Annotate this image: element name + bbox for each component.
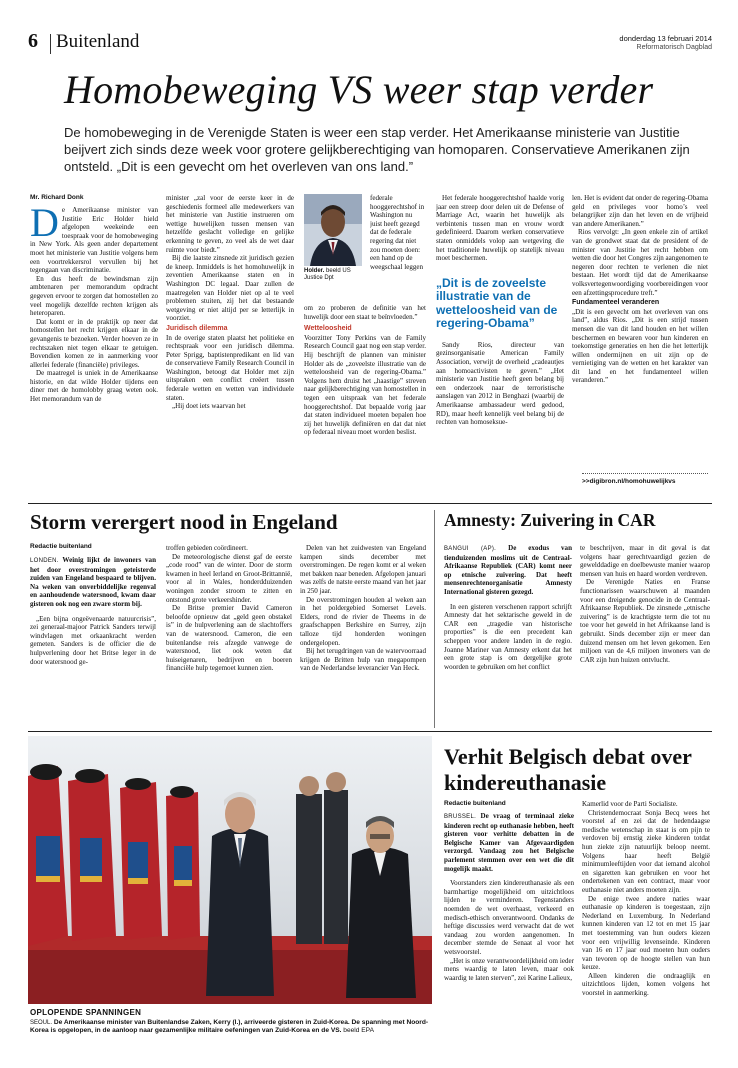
belgium-column-1 bbox=[444, 812, 574, 1062]
storm-paragraph: Delen van het zuidwesten van Engeland kampen sinds december met overstromingen. De regen komt er al weken met bakken naar beneden. Afgelopen januari was zelfs de natste eerste maand van het jaar in 250 jaar. bbox=[300, 544, 426, 595]
header-paper: Reformatorisch Dagblad bbox=[636, 44, 712, 51]
caption-name: Holder. bbox=[304, 268, 325, 274]
lead-paragraph: om zo proberen de definitie van het huwelijk door een staat te beïnvloeden.” bbox=[304, 304, 426, 321]
belgium-headline: Verhit Belgisch debat over kindereuthanasie bbox=[444, 744, 692, 795]
lead-column-3-top bbox=[370, 194, 426, 304]
caption-text: De Amerikaanse minister van Buitenlandse Zaken, Kerry (l.), arriveerde gisteren in Zuid-Korea. De spanning met Noord-Korea is opgelopen, in de aanloop naar gezamenlijke militaire oefeningen van Zuid-Korea en de VS. bbox=[30, 1019, 429, 1035]
link-divider bbox=[582, 473, 708, 474]
amnesty-paragraph: te beschrijven, maar in dit geval is dat volgens haar gerechtvaardigd gezien de gewelddadige en doelbewuste manier waarop mensen van huis en haard worden verdreven. bbox=[580, 544, 710, 578]
belgium-dateline: BRUSSEL. bbox=[444, 814, 477, 820]
lead-paragraph: „Dit is een gevecht om het overleven van ons land”, aldus Rios. „Dit is een strijd tussen mensen die van dit land houden en het willen beschermen en bewaren voor hun kinderen en toekomstige generaties en hen die het letterlijk willen ondermijnen en uit zijn op de vernietiging van de wetten en het karakter van dit land en het fundamenteel willen veranderen.” bbox=[572, 307, 708, 385]
storm-paragraph: De Britse premier David Cameron beloofde opnieuw dat „geld geen obstakel is” in de hulpverlening aan de slachtoffers van de watersnood. Cameron, die een buitenlandse reis afzegde vanwege de watersnood, liet ook weten dat huiseigenaren, bedrijven en boeren financiële hulp tegemoet kunnen zien. bbox=[166, 604, 292, 673]
lead-paragraph: Voorzitter Tony Perkins van de Family Research Council gaat nog een stap verder. Hij beschrijft de plannen van minister Holder als de „zoveelste illustratie van de wetteloosheid van de regering-Obama.” Volgens hem druist het „haastige” streven naar gelijkberechtiging van homostellen in tegen een uitspraak van het federale hooggerechtshof. Dat bepaalde vorig jaar dat staten individueel moeten bepalen hoe zij het huwelijk definiëren en dat dat niet op federaal niveau moet worden beslist. bbox=[304, 333, 426, 437]
lead-paragraph: „Hij doet iets waarvan het bbox=[172, 402, 246, 411]
belgium-paragraph: Alleen kinderen die ondraaglijk en uitzichtloos lijden, komen volgens het voorstel in aanmerking. bbox=[582, 971, 710, 998]
storm-paragraph: troffen gebieden coördineert. bbox=[166, 544, 248, 552]
section-title: Buitenland bbox=[56, 31, 140, 52]
holder-photo bbox=[304, 194, 362, 266]
amnesty-column-2 bbox=[580, 544, 710, 726]
storm-paragraph: „Een bijna ongeëvenaarde natuurcrisis”, zei generaal-majoor Patrick Sanders terwijl windvlagen met orkaankracht werden gemeten. Sanders is de officier die de hulpverlening door het Britse leger in de door watersnood ge- bbox=[30, 614, 156, 666]
belgium-paragraph: Kamerlid voor de Parti Socialiste. bbox=[582, 800, 678, 808]
section-rule bbox=[28, 731, 712, 732]
page-number: 6 bbox=[28, 30, 38, 52]
header-divider bbox=[50, 34, 51, 54]
storm-paragraph: Bij het terugdringen van de watervoorraad krijgen de Britten hulp van megapompen van de Nederlandse leverancier Van Heck. bbox=[300, 647, 426, 673]
lead-paragraph: len. Het is evident dat onder de regering-Obama geld en privileges voor homo’s veel belangrijker zijn dan het leven en de vrijheid van andere Amerikanen.” bbox=[572, 194, 708, 228]
lead-headline: Homobeweging VS weer stap verder bbox=[64, 67, 654, 112]
kerry-photo bbox=[28, 736, 432, 1004]
lead-paragraph: Sandy Rios, directeur van gezinsorganisatie American Family Association, verwijt de overheid „cadeautjes aan homoactivisten te geven.” „Het ministerie van Justitie heeft geen belang bij een onderzoek naar de terroristische aanslagen van 2012 in Benghazi (waarbij de Amerikaanse ambassadeur werd gedood, RD), maar heeft kennelijk veel belang bij de rechten van homoseksue- bbox=[436, 340, 564, 427]
lead-byline: Mr. Richard Donk bbox=[30, 194, 84, 201]
lead-paragraph: Het federale hooggerechtshof haalde vorig jaar een streep door delen uit de Defense of Marriage Act, waarin het huwelijk als verbintenis tussen man en vrouw wordt gedefinieerd. Daarom werken conservatieve staten onmiddels volop aan wetgeving die het traditionele huwelijk op statelijk niveau moet beschermen. bbox=[436, 194, 564, 263]
storm-dateline: LONDEN. bbox=[30, 558, 59, 564]
lead-paragraph: Bij die laatste zinsnede zit juridisch gezien de kneep. Inmiddels is het homohuwelijk in zeventien Amerikaanse staten en in Washington DC legaal. Daar zullen de maatregelen van Holder niet op al te veel problemen stuiten, zij het dat bestaande wetgeving er niet altijd per se letterlijk in voorziet. bbox=[166, 254, 294, 323]
dropcap: D bbox=[30, 206, 59, 245]
storm-paragraph: De overstromingen houden al weken aan in het poldergebied Somerset Levels. Elders, rond de rivier de Theems in de graafschappen Berkshire en Surrey, zijn talloze tijd honderden woningen ondergelopen. bbox=[300, 595, 426, 647]
lead-column-4 bbox=[436, 194, 564, 486]
holder-caption bbox=[304, 268, 364, 282]
digibron-link[interactable]: >>digibron.nl/homohuwelijkvs bbox=[582, 478, 676, 485]
storm-headline: Storm verergert nood in Engeland bbox=[30, 510, 338, 534]
belgium-column-2 bbox=[582, 800, 710, 1062]
lead-column-1 bbox=[30, 206, 158, 486]
lead-column-2 bbox=[166, 194, 294, 486]
section-rule bbox=[28, 503, 712, 504]
header-date: donderdag 13 februari 2014 bbox=[619, 34, 712, 43]
lead-paragraph: e Amerikaanse minister van Justitie Eric Holder hield afgelopen weekeinde een toespraak voor de homobeweging in New York. Als geen ander departement moet het ministerie van Justitie volgens hem een voortrekkersrol vervullen bij het tegengaan van discriminatie. bbox=[30, 206, 158, 275]
storm-column-1 bbox=[30, 556, 156, 726]
belgium-paragraph: „Het is onze verantwoordelijkheid om ieder mens waardig te laten leven, maar ook waardig te laten sterven”, zei Karine Lalieux, bbox=[444, 956, 574, 982]
storm-column-2 bbox=[166, 544, 292, 726]
caption-place: SEOUL. bbox=[30, 1020, 53, 1026]
amnesty-paragraph: In een gisteren verschenen rapport schrijft Amnesty dat het sektarische geweld in de CAR een „tragedie van historische proporties” is die een precedent kan scheppen voor andere landen in de regio. Joanne Mariner van Amnesty erkent dat het een grote stap is om dergelijke grote woorden te gebruiken om het conflict bbox=[444, 602, 572, 671]
belgium-paragraph: Voorstanders zien kindereuthanasie als een barmhartige mogelijkheid om uitzichtloos lijden te verminderen. Tegenstanders noemden de wet overhaast, verkeerd en medisch-ethisch onverantwoord. Ondanks de heftige discussies werd verwacht dat de wet vandaag zou worden aangenomen. In december stemde de Senaat al voor het wetsvoorstel. bbox=[444, 879, 574, 956]
pull-quote: „Dit is de zoveelste illustratie van de wetteloosheid van de regering-Obama” bbox=[436, 275, 558, 331]
amnesty-headline: Amnesty: Zuivering in CAR bbox=[444, 510, 656, 530]
subheading: Juridisch dilemma bbox=[166, 324, 228, 332]
belgium-paragraph: Christendemocraat Sonja Becq wees het voorstel af en zei dat de hedendaagse medische wetenschap in staat is om pijn te verdoven bij ernstig zieke kinderen totdat hun ziekte zijn natuurlijk beloop neemt. Volgens haar heeft België minimumleeftijden voor dat iemand alcohol en sigaretten kan gebruiken en voor het ondertekenen van een contract, maar voor euthanasie niet anders moeten zijn. bbox=[582, 808, 710, 894]
storm-byline: Redactie buitenland bbox=[30, 543, 92, 550]
caption-credit: beeld EPA bbox=[343, 1027, 374, 1035]
photo-caption bbox=[30, 1019, 434, 1036]
storm-lead: Weinig lijkt de inwoners van het door overstromingen geteisterde zuiden van Engeland bespaard te blijven. Na weken van onverbiddelijke regenval en aanhoudende watersnood, kwam daar gisteren ook nog een zware storm bij. bbox=[30, 556, 156, 608]
lead-intro: De homobeweging in de Verenigde Staten is weer een stap verder. Het Amerikaanse ministerie van Justitie beijvert zich sinds deze week voor grotere gelijkberechtiging van homoparen. Conservatieve Amerikanen zijn ontsteld. „Dit is een gevecht om het overleven van ons land.” bbox=[64, 125, 690, 174]
belgium-paragraph: De enige twee andere naties waar euthanasie op kinderen is toegestaan, zijn Nederland en Luxemburg. In Nederland kunnen kinderen van 12 tot en met 15 jaar met toestemming van hun ouders kiezen voor een vrijwillig levenseinde. Kinderen van 16 en 17 jaar oud moeten hun ouders van tevoren op de hoogte stellen van hun keuze. bbox=[582, 894, 710, 972]
lead-paragraph: Rios vervolgt: „In geen enkele zin of artikel van de grondwet staat dat de president of de minister van Justitie het recht hebben om wetten die door het Congres zijn aangenomen te negeren door rechten te verlenen die niet bestaan. Het wordt tijd dat de Amerikaanse volksvertegenwoordiging voorbereidingen voor een afzettingsprocedure treft.” bbox=[572, 228, 708, 297]
column-divider bbox=[434, 510, 435, 728]
belgium-byline: Redactie buitenland bbox=[444, 800, 506, 807]
storm-column-3 bbox=[300, 544, 426, 726]
belgium-lead: De vraag of terminaal zieke kinderen recht op euthanasie hebben, heeft gisteren voor verhitte debatten in de Belgische Kamer van Afgevaardigden verzorgd. Vandaag zou het Belgische parlement stemmen over een wet die dit mogelijk maakt. bbox=[444, 812, 574, 873]
subheading: Fundamenteel veranderen bbox=[572, 299, 660, 307]
lead-paragraph: minister „zal voor de eerste keer in de geschiedenis formeel alle medewerkers van het ministerie van Justitie instrueren om wettige huwelijken tussen mensen van hetzelfde geslacht volledige en gelijke erkenning te geven, zo veel als de wet daar ruimte voor biedt.” bbox=[166, 194, 294, 254]
caption-credit: beeld US Justice Dpt bbox=[304, 268, 351, 281]
amnesty-lead: De exodus van tienduizenden moslims uit de Centraal-Afrikaanse Republiek (CAR) komt neer op etnische zuivering. Dat heeft mensenrechtenorganisatie Amnesty International gisteren gezegd. bbox=[444, 544, 572, 596]
lead-column-3 bbox=[304, 304, 426, 486]
amnesty-dateline: BANGUI (AP). bbox=[444, 546, 497, 552]
photo-caption-title: OPLOPENDE SPANNINGEN bbox=[30, 1008, 142, 1017]
lead-paragraph: En dus heeft de bewindsman zijn ambtenaren per memorandum opdracht gegeven ervoor te zorgen dat homostellen zo veel mogelijk dezelfde rechten krijgen als heteroparen. bbox=[30, 274, 158, 318]
amnesty-paragraph: De Verenigde Naties en Franse functionarissen waarschuwen al maanden voor een dreigende genocide in de Centraal-Afrikaanse Republiek. De zinsnede „etnische zuivering” is de krachtigste term die tot nu toe voor het geweld in het Afrikaanse land is gebruikt. Sinds december zijn er meer dan duizend mensen om het leven gekomen. Een miljoen van de 4,6 miljoen inwoners van de CAR zijn hun huizen ontvlucht. bbox=[580, 578, 710, 664]
amnesty-column-1 bbox=[444, 544, 572, 726]
lead-column-5 bbox=[572, 194, 708, 476]
lead-paragraph: federale hooggerechtshof in Washington nu juist heeft gezegd dat de federale regering dat niet zou moeten doen: een hand op de weegschaal leggen bbox=[370, 194, 425, 271]
lead-paragraph: De maatregel is uniek in de Amerikaanse historie, en dat wilde Holder tijdens een diner met de homolobby graag weten ook. Het memorandum van de bbox=[30, 369, 158, 404]
subheading: Wetteloosheid bbox=[304, 325, 352, 333]
storm-paragraph: De meteorologische dienst gaf de eerste „code rood” van de winter. Door de storm kwamen in heel Ierland en Groot-Brittannië, voor al in Wales, honderdduizenden woningen zonder stroom te zitten en ontstond grote verkeershinder. bbox=[166, 552, 292, 604]
lead-paragraph: In de overige staten plaatst het politieke en rechtspraak voor een juridisch dilemma. Peter Sprigg, baptistenpredikant en lid van de conservatieve Family Research Council in Washington, betoogt dat Holder met zijn uitspraken een conflict creëert tussen federale wetten en wetten van individuele staten. bbox=[166, 333, 294, 402]
lead-paragraph: Dat komt er in de praktijk op neer dat homostellen het recht krijgen elkaar in de gevangenis te bezoeken. Verder hoeven ze in rechtszaken niet tegen elkaar te getuigen. Bovendien komen ze in aanmerking voor allerlei federale (financiële) privileges. bbox=[30, 317, 158, 369]
